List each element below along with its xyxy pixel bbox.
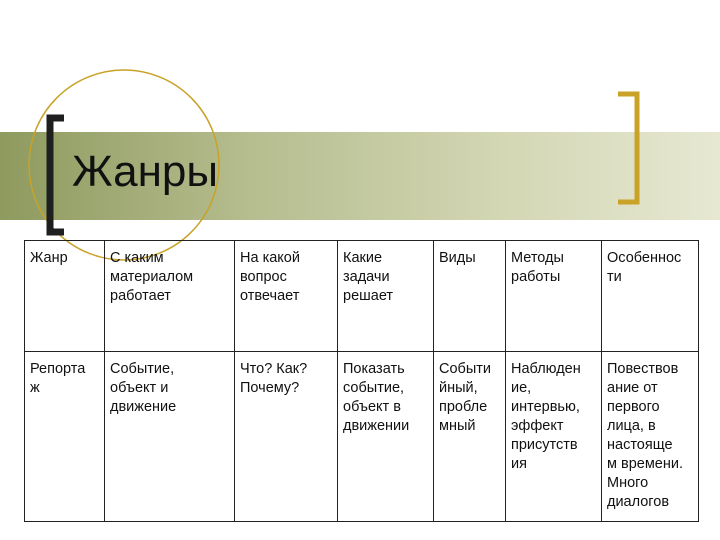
table-row — [25, 352, 699, 522]
header-cell-question: На какой вопрос отвечает — [235, 241, 338, 352]
header-cell-types: Виды — [434, 241, 506, 352]
right-bracket-ornament — [618, 94, 637, 202]
table-header-row — [25, 241, 699, 352]
cell-features: Повествов ание от первого лица, в настояще м времени. Много диалогов — [602, 352, 699, 522]
left-bracket-ornament — [50, 118, 64, 232]
cell-genre: Репорта ж — [25, 352, 105, 522]
header-cell-tasks: Какие задачи решает — [338, 241, 434, 352]
cell-types: Событи йный, пробле мный — [434, 352, 506, 522]
header-cell-features: Особеннос ти — [602, 241, 699, 352]
genres-table — [24, 240, 699, 522]
cell-methods: Наблюден ие, интервью, эффект присутств ия — [506, 352, 602, 522]
cell-question: Что? Как? Почему? — [235, 352, 338, 522]
header-cell-genre: Жанр — [25, 241, 105, 352]
header-cell-material: С каким материалом работает — [105, 241, 235, 352]
slide-title: Жанры — [72, 147, 218, 196]
header-cell-methods: Методы работы — [506, 241, 602, 352]
cell-material: Событие, объект и движение — [105, 352, 235, 522]
cell-tasks: Показать событие, объект в движении — [338, 352, 434, 522]
